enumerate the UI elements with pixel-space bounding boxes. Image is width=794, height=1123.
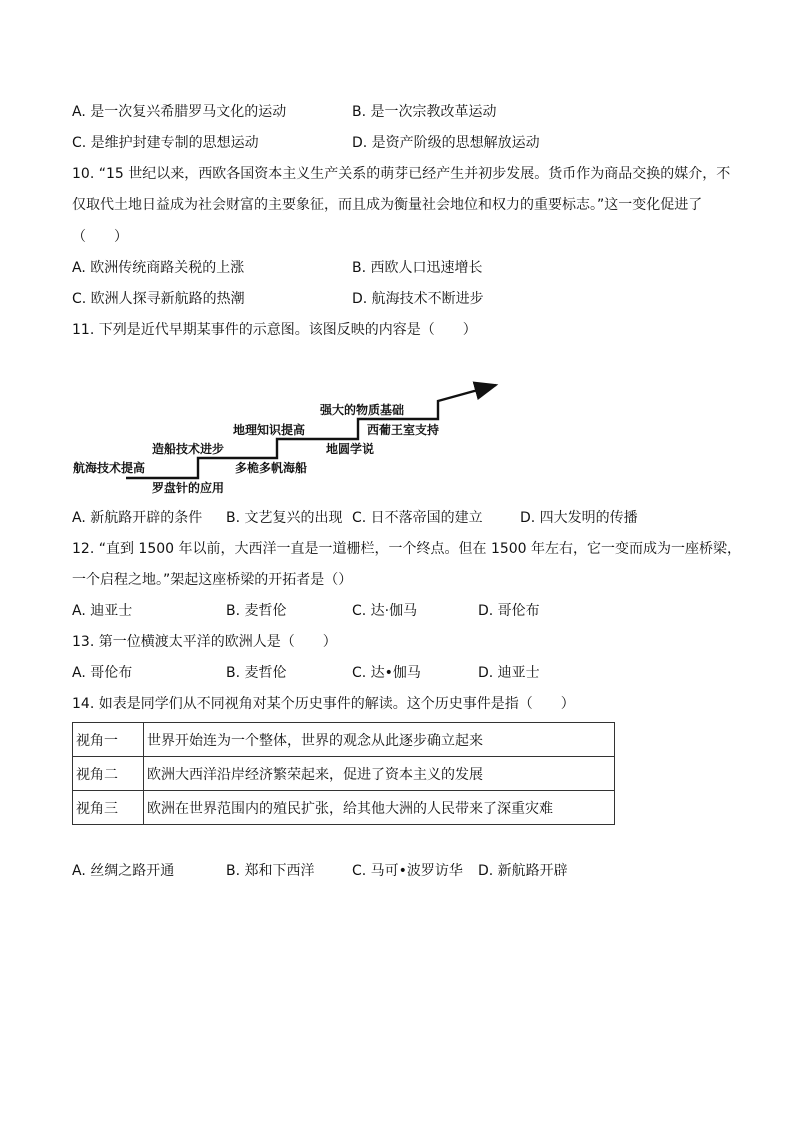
q14-option-c: C. 马可•波罗访华 [352, 863, 463, 879]
step2-top-label: 造船技术进步 [152, 442, 225, 456]
table-cell-label: 视角二 [73, 757, 144, 791]
q11-option-b: B. 文艺复兴的出现 [226, 510, 343, 526]
step3-bottom-label: 地圆学说 [326, 442, 375, 456]
q14-option-d: D. 新航路开辟 [478, 863, 568, 879]
q12-option-c: C. 达·伽马 [352, 603, 418, 619]
q14-stem: 14. 如表是同学们从不同视角对某个历史事件的解读。这个历史事件是指（ ） [72, 696, 575, 712]
q9-option-c: C. 是维护封建专制的思想运动 [72, 135, 259, 151]
table-cell-label: 视角一 [73, 723, 144, 757]
q11-option-a: A. 新航路开辟的条件 [72, 510, 203, 526]
q11-option-d: D. 四大发明的传播 [520, 510, 638, 526]
q14-option-b: B. 郑和下西洋 [226, 863, 315, 879]
step4-bottom-label: 西葡王室支持 [367, 423, 440, 437]
staircase-arrow [126, 385, 496, 478]
q13-option-a: A. 哥伦布 [72, 665, 133, 681]
table-cell-text: 世界开始连为一个整体，世界的观念从此逐步确立起来 [144, 723, 615, 757]
q13-option-c: C. 达•伽马 [352, 665, 421, 681]
step3-top-label: 地理知识提高 [233, 423, 306, 437]
q13-option-b: B. 麦哲伦 [226, 665, 287, 681]
step2-bottom-label: 多桅多帆海船 [235, 461, 308, 475]
q10-option-c: C. 欧洲人探寻新航路的热潮 [72, 291, 245, 307]
q10-option-a: A. 欧洲传统商路关税的上涨 [72, 260, 245, 276]
q9-option-b: B. 是一次宗教改革运动 [352, 104, 497, 120]
q12-option-d: D. 哥伦布 [478, 603, 540, 619]
table-cell-text: 欧洲在世界范围内的殖民扩张，给其他大洲的人民带来了深重灾难 [144, 791, 615, 825]
q13-stem: 13. 第一位横渡太平洋的欧洲人是（ ） [72, 634, 337, 650]
table-row [73, 757, 615, 791]
q9-option-d: D. 是资产阶级的思想解放运动 [352, 135, 540, 151]
step1-top-label: 航海技术提高 [73, 461, 146, 475]
table-row [73, 723, 615, 757]
q12-stem-line1: 12. “直到 1500 年以前，大西洋一直是一道栅栏，一个终点。但在 1500 年左右，它一变而成为一座桥梁， [72, 541, 742, 557]
q10-option-d: D. 航海技术不断进步 [352, 291, 484, 307]
perspective-table [72, 722, 615, 825]
step4-top-label: 强大的物质基础 [320, 403, 405, 417]
q12-stem-line2: 一个启程之地。”架起这座桥梁的开拓者是（） [72, 572, 353, 588]
table-row [73, 791, 615, 825]
q14-option-a: A. 丝绸之路开通 [72, 863, 175, 879]
q12-option-a: A. 迪亚士 [72, 603, 133, 619]
q12-option-b: B. 麦哲伦 [226, 603, 287, 619]
table-cell-text: 欧洲大西洋沿岸经济繁荣起来，促进了资本主义的发展 [144, 757, 615, 791]
q9-option-a: A. 是一次复兴希腊罗马文化的运动 [72, 104, 287, 120]
q10-stem-line2: 仅取代土地日益成为社会财富的主要象征，而且成为衡量社会地位和权力的重要标志。”这一变化促进了 [72, 197, 703, 213]
q11-stem: 11. 下列是近代早期某事件的示意图。该图反映的内容是（ ） [72, 322, 477, 338]
q11-option-c: C. 日不落帝国的建立 [352, 510, 483, 526]
q13-option-d: D. 迪亚士 [478, 665, 540, 681]
staircase-diagram [70, 375, 510, 500]
q10-stem-line3: （ ） [72, 229, 128, 245]
table-cell-label: 视角三 [73, 791, 144, 825]
q10-stem-line1: 10. “15 世纪以来，西欧各国资本主义生产关系的萌芽已经产生并初步发展。货币作为商品交换的媒介，不 [72, 166, 731, 182]
q10-option-b: B. 西欧人口迅速增长 [352, 260, 483, 276]
step1-bottom-label: 罗盘针的应用 [152, 481, 225, 495]
